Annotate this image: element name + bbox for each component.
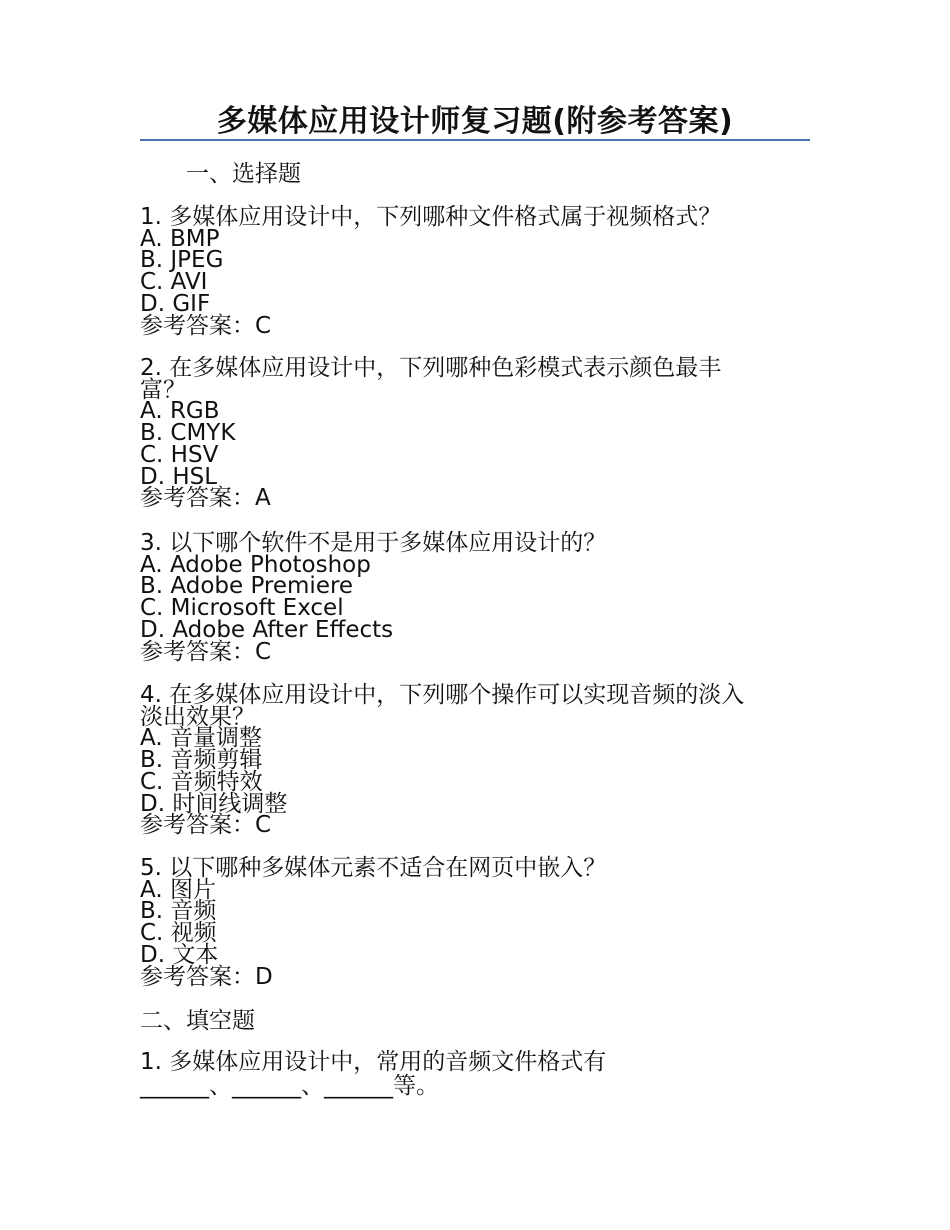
option-b: B. JPEG <box>140 247 224 274</box>
question-stem-line-1: 2. 在多媒体应用设计中，下列哪种色彩模式表示颜色最丰 <box>140 355 722 381</box>
question-stem-line-2: 淡出效果？ <box>140 703 255 730</box>
option-d: D. 时间线调整 <box>140 790 288 817</box>
option-a: A. Adobe Photoshop <box>140 551 371 578</box>
option-c: C. 音频特效 <box>140 768 263 795</box>
reference-answer: 参考答案：A <box>140 485 271 512</box>
option-a: A. RGB <box>140 398 220 425</box>
question-stem: 3. 以下哪个软件不是用于多媒体应用设计的？ <box>140 530 607 556</box>
option-a: A. 音量调整 <box>140 725 262 752</box>
reference-answer: 参考答案：C <box>140 312 272 339</box>
option-a: A. BMP <box>140 225 220 252</box>
question-1 <box>140 204 800 339</box>
fill-question-stem: 1. 多媒体应用设计中，常用的音频文件格式有 <box>140 1049 607 1075</box>
document-title: 多媒体应用设计师复习题(附参考答案) <box>216 104 734 139</box>
question-stem: 5. 以下哪种多媒体元素不适合在网页中嵌入？ <box>140 855 607 881</box>
option-a: A. 图片 <box>140 876 216 903</box>
question-stem: 1. 多媒体应用设计中，下列哪种文件格式属于视频格式？ <box>140 204 722 230</box>
option-c: C. AVI <box>140 269 208 296</box>
question-5 <box>140 855 800 990</box>
question-stem-line-1: 4. 在多媒体应用设计中，下列哪个操作可以实现音频的淡入 <box>140 682 745 708</box>
title-underline <box>140 139 810 141</box>
option-b: B. CMYK <box>140 420 236 447</box>
option-d: D. 文本 <box>140 941 219 968</box>
reference-answer: 参考答案：C <box>140 812 272 839</box>
option-d: D. HSL <box>140 463 218 490</box>
option-b: B. 音频 <box>140 898 217 925</box>
option-c: C. 视频 <box>140 920 217 947</box>
section-heading-fill: 二、填空题 <box>140 1008 255 1034</box>
option-d: D. Adobe After Effects <box>140 616 394 643</box>
question-4 <box>140 682 800 839</box>
section-heading-choice: 一、选择题 <box>186 161 301 187</box>
question-2 <box>140 355 800 512</box>
question-stem-line-2: 富？ <box>140 376 186 403</box>
option-d: D. GIF <box>140 290 211 317</box>
option-b: B. Adobe Premiere <box>140 573 354 600</box>
reference-answer: 参考答案：D <box>140 963 273 990</box>
fill-question-blanks: ______、______、______等。 <box>140 1073 439 1099</box>
reference-answer: 参考答案：C <box>140 638 272 665</box>
question-3 <box>140 530 800 665</box>
option-c: C. Microsoft Excel <box>140 595 344 622</box>
option-b: B. 音频剪辑 <box>140 747 263 774</box>
option-c: C. HSV <box>140 441 219 468</box>
